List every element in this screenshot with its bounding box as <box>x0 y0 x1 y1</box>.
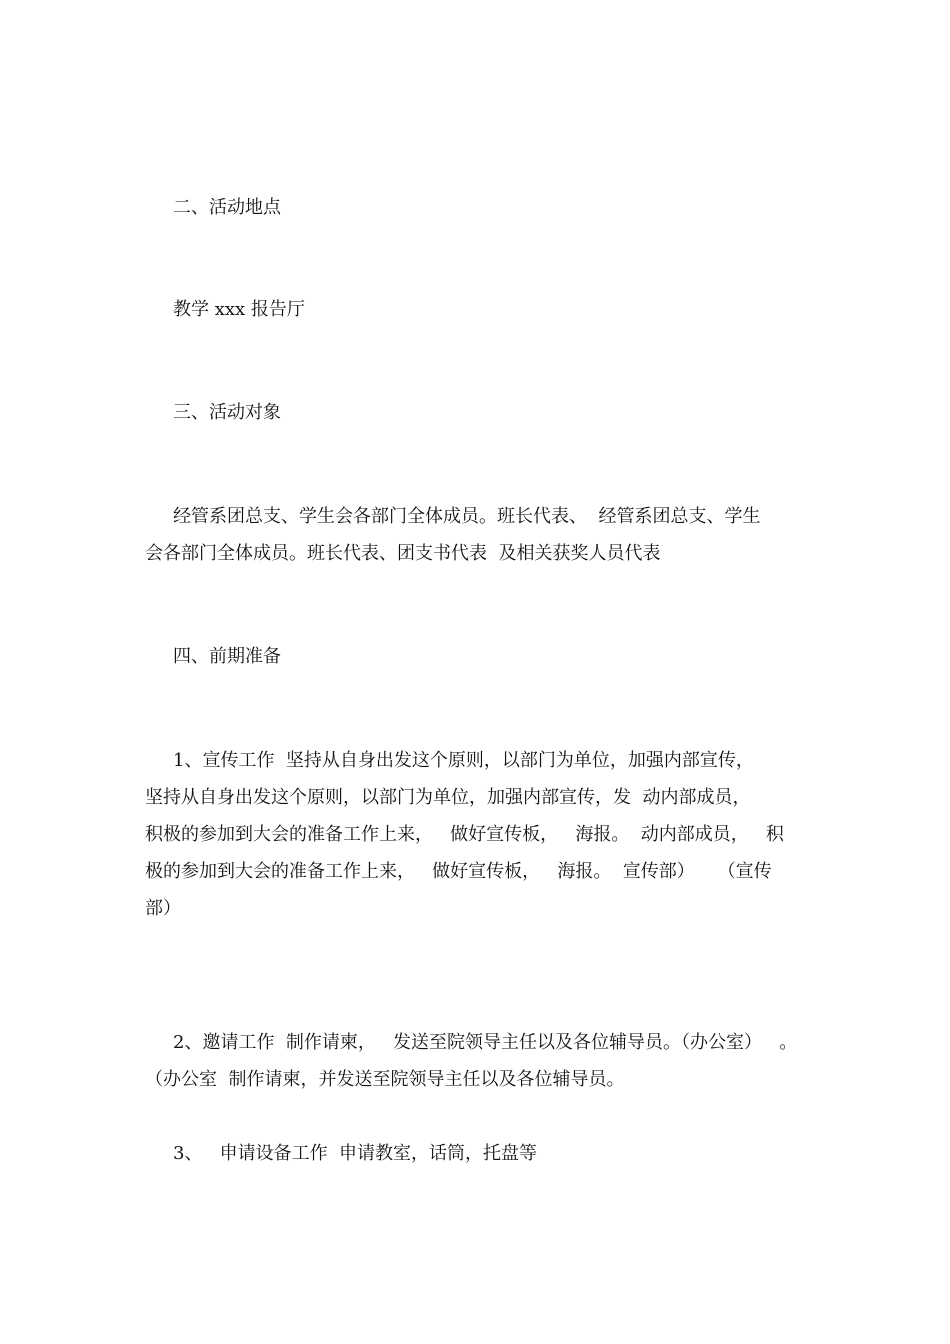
section-heading-location: 二、活动地点 <box>173 197 281 218</box>
section-heading-audience: 三、活动对象 <box>173 402 281 423</box>
location-text: 教学 xxx 报告厅 <box>173 299 305 320</box>
prep-item-1-line-1: 1、宣传工作 坚持从自身出发这个原则，以部门为单位，加强内部宣传， <box>173 750 754 771</box>
prep-item-2-line-1: 2、邀请工作 制作请柬， 发送至院领导主任以及各位辅导员。（办公室） 。 <box>173 1032 798 1053</box>
prep-item-3-line-1: 3、 申请设备工作 申请教室，话筒，托盘等 <box>173 1143 538 1164</box>
prep-item-1-line-2: 坚持从自身出发这个原则，以部门为单位，加强内部宣传，发 动内部成员， <box>145 787 751 808</box>
prep-item-1-line-4: 极的参加到大会的准备工作上来， 做好宣传板， 海报。 宣传部） （宣传 <box>145 861 772 882</box>
prep-item-1-line-5: 部） <box>145 898 181 919</box>
prep-item-2-line-2: （办公室 制作请柬，并发送至院领导主任以及各位辅导员。 <box>145 1069 625 1090</box>
audience-text-line-2: 会各部门全体成员。班长代表、团支书代表 及相关获奖人员代表 <box>145 543 661 564</box>
audience-text-line-1: 经管系团总支、学生会各部门全体成员。班长代表、 经管系团总支、学生 <box>173 506 761 527</box>
section-heading-preparation: 四、前期准备 <box>173 646 281 667</box>
prep-item-1-line-3: 积极的参加到大会的准备工作上来， 做好宣传板， 海报。 动内部成员， 积 <box>145 824 784 845</box>
